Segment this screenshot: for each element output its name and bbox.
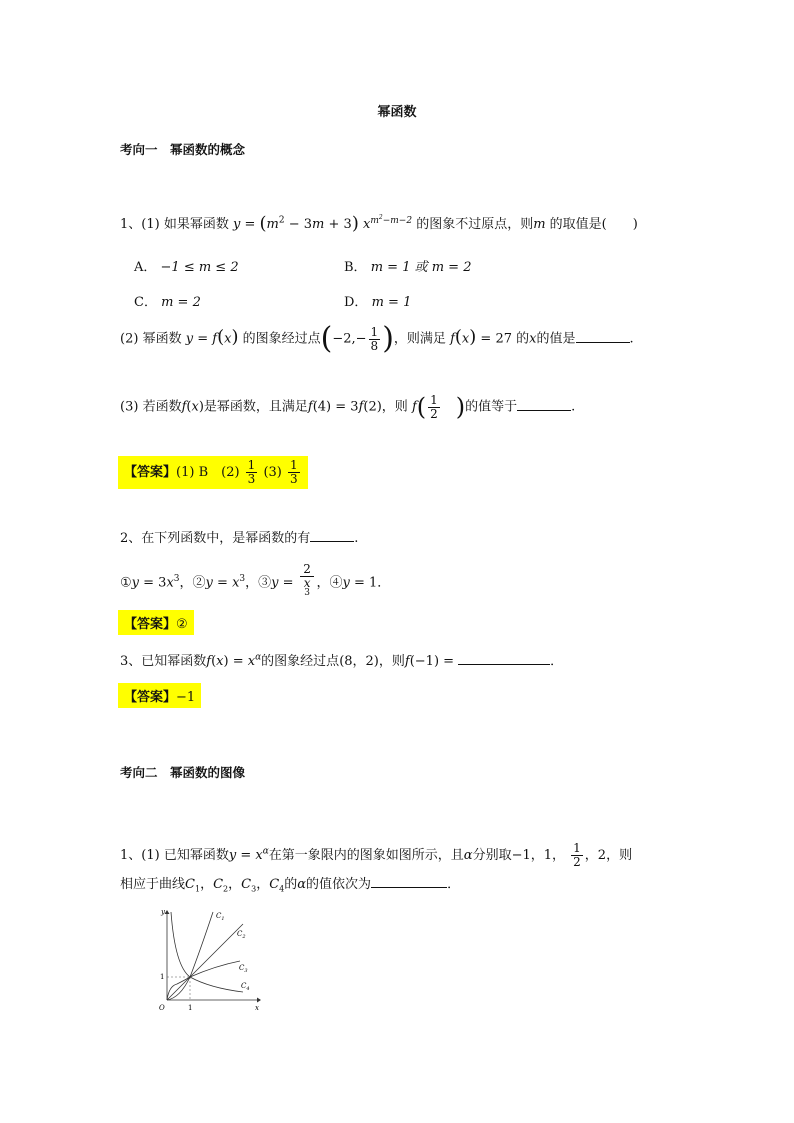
graph-question-1-line-1: 1、(1) 已知幂函数$y = x^\alpha$在第一象限内的图象如图所示，且α分别取−1，1， $\frac{1}{2}$ ，2，则 [120,841,633,869]
tick-label-y-1: 1 [160,973,165,981]
section-heading-concept: 考向一 幂函数的概念 [120,142,246,157]
curve-c4 [171,912,243,992]
question-1-part-2: (2) 幂函数 y = f(x) 的图象经过点(−2,− $\frac{1}{8}$ )，则满足 f(x) = 27 的x的值是 . [120,321,634,356]
x-axis-arrow [257,998,261,1003]
answer-q2: 【答案】② [118,610,194,635]
curve-label-c2: $C_2$ [237,930,246,940]
question-2-options: ①y = $3x^3$，②y = $x^3$，③y = 2 x $^3$ ，④y = 1． [120,562,391,598]
axis-label-x: x [255,1004,259,1012]
power-function-graph [155,906,265,1016]
option-b: B． m = 1 或 m = 2 [344,260,472,275]
curve-label-c3: $C_3$ [239,964,248,974]
section-heading-graph: 考向二 幂函数的图像 [120,765,246,780]
question-number: 1、(1) [120,217,160,232]
answer-q3: 【答案】−1 [118,683,201,708]
question-3: 3、已知幂函数$f(x) = x^\alpha$的图象经过点(8，2)，则f(−1) = ． [120,652,564,669]
curve-label-c1: $C_1$ [216,912,225,922]
origin-label: O [159,1004,165,1012]
question-2: 2、在下列函数中，是幂函数的有 . [120,531,359,546]
option-a: A． −1 ≤ m ≤ 2 [134,260,239,275]
axis-label-y: y [161,908,165,916]
y-axis-arrow [165,910,170,914]
curve-label-c4: $C_4$ [241,982,250,992]
question-1-part-1: 1、(1) 如果幂函数 $y = (m^2 - 3m + 3)$ $x^{m^2-m-2}$ 的图象不过原点，则m 的取值是( ) [120,213,638,234]
document-title: 幂函数 [377,105,417,120]
graph-question-1-line-2: 相应于曲线$C_1$，$C_2$，$C_3$，$C_4$的α的值依次为 ． [120,877,461,894]
question-1-part-3: (3) 若函数f(x)是幂函数，且满足f(4) = 3f(2)，则 f( $\frac{1}{2}$ )的值等于 . [120,392,576,421]
option-c: C． m = 2 [134,295,201,310]
option-d: D． m = 1 [344,295,412,310]
answer-q1: 【答案】(1) B (2) $\frac{1}{3}$ (3) $\frac{1}{3}$ [118,456,308,489]
tick-label-x-1: 1 [188,1004,193,1012]
